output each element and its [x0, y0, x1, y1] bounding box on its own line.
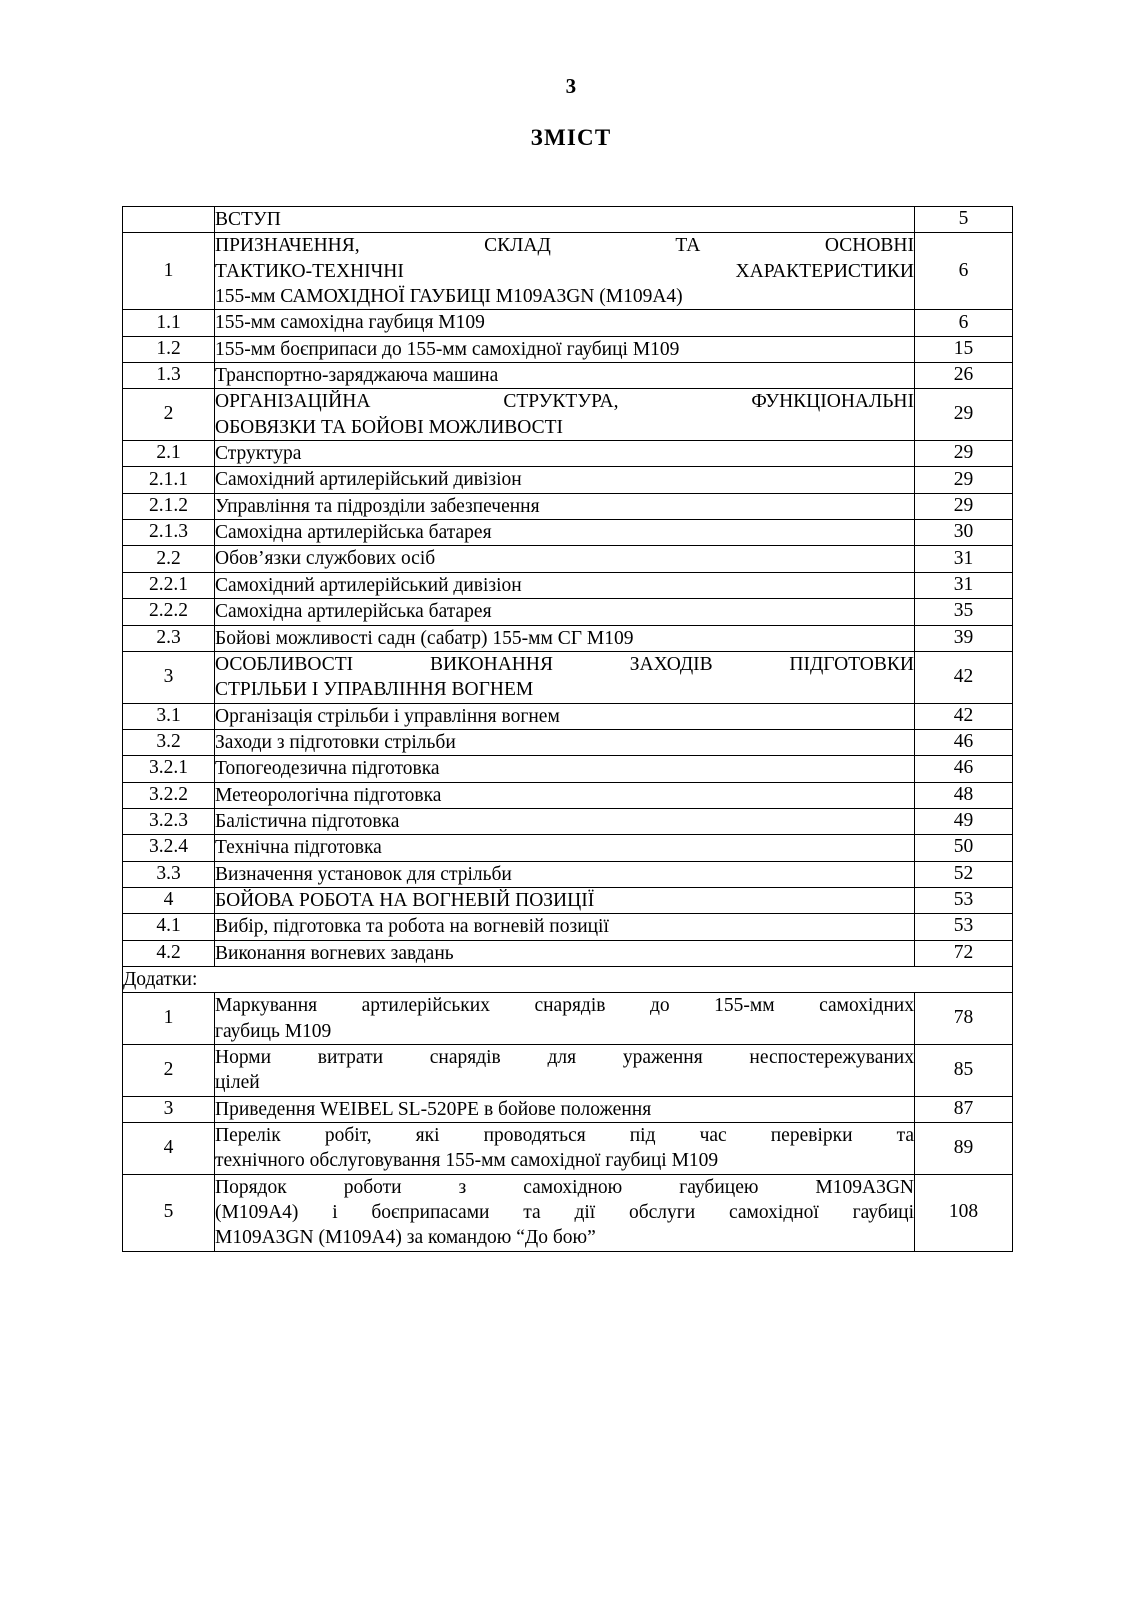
toc-entry-title: Самохідна артилерійська батарея [215, 520, 915, 546]
toc-entry-number: 2.3 [123, 625, 215, 651]
toc-entry-title: Структура [215, 441, 915, 467]
toc-entry-page-number: 31 [915, 546, 1013, 572]
table-row [123, 389, 1013, 441]
toc-entry-title [215, 651, 915, 703]
toc-entry-number: 4.2 [123, 940, 215, 966]
toc-entry-title: Топогеодезична підготовка [215, 756, 915, 782]
table-row [123, 599, 1013, 625]
toc-entry-page-number: 6 [915, 310, 1013, 336]
toc-entry-page-number: 53 [915, 914, 1013, 940]
table-row [123, 625, 1013, 651]
toc-entry-page-number: 6 [915, 233, 1013, 310]
toc-entry-page-number: 29 [915, 441, 1013, 467]
toc-entry-number: 2.2.1 [123, 572, 215, 598]
toc-entry-title-line: ТАКТИКО-ТЕХНІЧНІ ХАРАКТЕРИСТИКИ [215, 260, 914, 282]
toc-entry-title [215, 1123, 915, 1175]
toc-entry-number: 2.2 [123, 546, 215, 572]
toc-entry-title: 155-мм боєприпаси до 155-мм самохідної гаубиці М109 [215, 336, 915, 362]
toc-entry-page-number: 29 [915, 389, 1013, 441]
toc-entry-title-line: 155-мм САМОХІДНОЇ ГАУБИЦІ М109А3GN (М109А4) [215, 286, 683, 308]
toc-entry-title: Балістична підготовка [215, 808, 915, 834]
table-row [123, 940, 1013, 966]
toc-entry-title: Самохідний артилерійський дивізіон [215, 572, 915, 598]
table-row [123, 756, 1013, 782]
toc-entry-page-number: 29 [915, 493, 1013, 519]
toc-entry-page-number: 46 [915, 729, 1013, 755]
toc-entry-title: Вибір, підготовка та робота на вогневій позиції [215, 914, 915, 940]
table-row [123, 546, 1013, 572]
toc-entry-number: 3.2.1 [123, 756, 215, 782]
table-row [123, 993, 1013, 1045]
appendix-header-row [123, 966, 1013, 992]
toc-entry-title: БОЙОВА РОБОТА НА ВОГНЕВІЙ ПОЗИЦІЇ [215, 887, 915, 913]
toc-entry-title: Обов’язки службових осіб [215, 546, 915, 572]
appendix-entry-number: 3 [123, 1096, 215, 1122]
toc-entry-title: 155-мм самохідна гаубиця М109 [215, 310, 915, 336]
toc-entry-title-line: (М109А4) і боєприпасами та дії обслуги самохідної гаубиці [215, 1202, 914, 1224]
toc-entry-page-number: 26 [915, 363, 1013, 389]
toc-entry-title-line: цілей [215, 1072, 260, 1094]
toc-entry-title: Виконання вогневих завдань [215, 940, 915, 966]
toc-entry-page-number: 48 [915, 782, 1013, 808]
table-row [123, 467, 1013, 493]
toc-entry-title [215, 993, 915, 1045]
appendix-entry-page-number: 78 [915, 993, 1013, 1045]
table-row [123, 336, 1013, 362]
toc-entry-number: 1 [123, 233, 215, 310]
toc-entry-number: 2.1.2 [123, 493, 215, 519]
toc-entry-title [215, 1174, 915, 1251]
appendix-entry-page-number: 85 [915, 1045, 1013, 1097]
table-row [123, 493, 1013, 519]
toc-entry-title-line: гаубиць М109 [215, 1020, 332, 1042]
table-row [123, 520, 1013, 546]
toc-entry-title-line: Перелік робіт, які проводяться під час перевірки та [215, 1125, 914, 1147]
table-row [123, 572, 1013, 598]
toc-entry-number: 3 [123, 651, 215, 703]
toc-entry-title: Транспортно-заряджаюча машина [215, 363, 915, 389]
page-title: ЗМІСТ [530, 125, 612, 150]
table-row [123, 441, 1013, 467]
toc-entry-number: 3.2.2 [123, 782, 215, 808]
appendix-entry-number: 2 [123, 1045, 215, 1097]
toc-entry-title: ВСТУП [215, 207, 915, 233]
toc-entry-number: 3.2.3 [123, 808, 215, 834]
toc-entry-number [123, 207, 215, 233]
toc-entry-page-number: 5 [915, 207, 1013, 233]
toc-entry-number: 2.1.1 [123, 467, 215, 493]
toc-entry-title-line: ОСОБЛИВОСТІ ВИКОНАННЯ ЗАХОДІВ ПІДГОТОВКИ [215, 653, 914, 675]
toc-entry-title [215, 389, 915, 441]
toc-entry-title: Організація стрільби і управління вогнем [215, 703, 915, 729]
toc-entry-title-line: технічного обслуговування 155-мм самохідної гаубиці М109 [215, 1150, 719, 1172]
toc-entry-number: 2.1.3 [123, 520, 215, 546]
toc-entry-page-number: 49 [915, 808, 1013, 834]
toc-body [123, 207, 1013, 1252]
toc-entry-number: 2 [123, 389, 215, 441]
toc-entry-number: 1.3 [123, 363, 215, 389]
table-row [123, 233, 1013, 310]
toc-entry-title: Технічна підготовка [215, 835, 915, 861]
toc-entry-title-line: ОБОВЯЗКИ ТА БОЙОВІ МОЖЛИВОСТІ [215, 416, 564, 438]
table-row [123, 1096, 1013, 1122]
toc-entry-page-number: 30 [915, 520, 1013, 546]
toc-entry-title [215, 233, 915, 310]
toc-entry-title: Самохідний артилерійський дивізіон [215, 467, 915, 493]
toc-entry-page-number: 42 [915, 651, 1013, 703]
toc-entry-number: 2.1 [123, 441, 215, 467]
table-row [123, 1123, 1013, 1175]
toc-entry-number: 1.2 [123, 336, 215, 362]
appendix-entry-page-number: 89 [915, 1123, 1013, 1175]
toc-entry-title: Метеорологічна підготовка [215, 782, 915, 808]
toc-entry-number: 3.3 [123, 861, 215, 887]
table-of-contents [122, 206, 1013, 1252]
appendix-entry-number: 4 [123, 1123, 215, 1175]
toc-entry-title: Самохідна артилерійська батарея [215, 599, 915, 625]
toc-entry-title: Приведення WEIBEL SL-520PE в бойове положення [215, 1096, 915, 1122]
toc-entry-number: 4 [123, 887, 215, 913]
toc-entry-page-number: 46 [915, 756, 1013, 782]
toc-entry-page-number: 31 [915, 572, 1013, 598]
toc-entry-page-number: 39 [915, 625, 1013, 651]
appendix-entry-page-number: 87 [915, 1096, 1013, 1122]
table-row [123, 703, 1013, 729]
table-row [123, 808, 1013, 834]
table-row [123, 835, 1013, 861]
table-row [123, 914, 1013, 940]
toc-entry-title-line: Маркування артилерійських снарядів до 155-мм самохідних [215, 995, 914, 1017]
toc-entry-page-number: 50 [915, 835, 1013, 861]
table-row [123, 1174, 1013, 1251]
toc-entry-title-line: Норми витрати снарядів для ураження неспостережуваних [215, 1047, 914, 1068]
table-row [123, 363, 1013, 389]
toc-entry-page-number: 52 [915, 861, 1013, 887]
table-row [123, 782, 1013, 808]
toc-entry-title [215, 1045, 915, 1097]
appendix-entry-page-number: 108 [915, 1174, 1013, 1251]
toc-entry-title-line: ПРИЗНАЧЕННЯ, СКЛАД ТА ОСНОВНІ [215, 235, 914, 257]
toc-entry-title: Заходи з підготовки стрільби [215, 729, 915, 755]
appendix-entry-number: 5 [123, 1174, 215, 1251]
toc-entry-number: 3.1 [123, 703, 215, 729]
table-row [123, 729, 1013, 755]
table-row [123, 207, 1013, 233]
toc-entry-page-number: 72 [915, 940, 1013, 966]
toc-entry-title-line: СТРІЛЬБИ І УПРАВЛІННЯ ВОГНЕМ [215, 679, 534, 701]
toc-entry-title: Визначення установок для стрільби [215, 861, 915, 887]
table-row [123, 1045, 1013, 1097]
toc-entry-title: Управління та підрозділи забезпечення [215, 493, 915, 519]
toc-entry-number: 3.2.4 [123, 835, 215, 861]
table-row [123, 861, 1013, 887]
toc-entry-number: 2.2.2 [123, 599, 215, 625]
toc-entry-title-line: М109А3GN (М109А4) за командою “До бою” [215, 1227, 596, 1249]
table-row [123, 887, 1013, 913]
toc-entry-number: 4.1 [123, 914, 215, 940]
toc-entry-page-number: 53 [915, 887, 1013, 913]
toc-entry-number: 1.1 [123, 310, 215, 336]
page-number: 3 [565, 74, 577, 98]
toc-entry-page-number: 15 [915, 336, 1013, 362]
toc-entry-title-line: ОРГАНІЗАЦІЙНА СТРУКТУРА, ФУНКЦІОНАЛЬНІ [215, 391, 914, 413]
toc-entry-title-line: Порядок роботи з самохідною гаубицею М109А3GN [215, 1176, 914, 1198]
appendix-header-label: Додатки: [123, 966, 1013, 992]
table-row [123, 651, 1013, 703]
appendix-entry-number: 1 [123, 993, 215, 1045]
toc-entry-number: 3.2 [123, 729, 215, 755]
toc-entry-page-number: 29 [915, 467, 1013, 493]
table-row [123, 310, 1013, 336]
toc-entry-page-number: 42 [915, 703, 1013, 729]
toc-entry-title: Бойові можливості садн (сабатр) 155-мм СГ М109 [215, 625, 915, 651]
toc-entry-page-number: 35 [915, 599, 1013, 625]
